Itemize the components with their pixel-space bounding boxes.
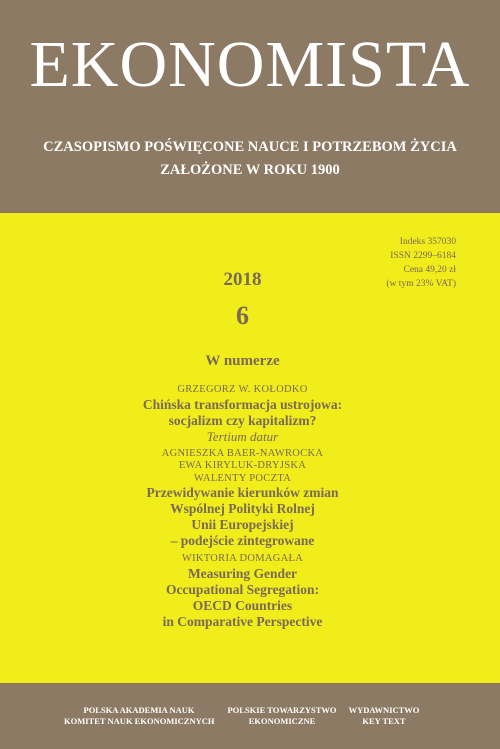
article-item (0, 553, 485, 630)
price: Cena 49,20 zł (403, 265, 456, 275)
contents-heading: W numerze (205, 353, 280, 369)
journal-subtitle (0, 136, 500, 182)
article-item (0, 448, 485, 550)
issue-number: 6 (236, 301, 249, 330)
article-author: AGNIESZKA BAER-NAWROCKA (161, 447, 324, 459)
index-number: Indeks 357030 (399, 237, 456, 247)
article-title-line: Occupational Segregation: (165, 581, 320, 597)
article-title-line: OECD Countries (192, 597, 293, 613)
publisher-pte (222, 705, 342, 727)
article-author: WIKTORIA DOMAGAŁA (181, 553, 304, 564)
article-title-line: – podejście zintegrowane (170, 533, 315, 548)
article-title-line: Chińska transformacja ustrojowa: (142, 396, 343, 412)
article-title-line: in Comparative Perspective (162, 613, 323, 629)
publisher-line: KOMITET NAUK EKONOMICZNYCH (64, 716, 215, 726)
article-author: GRZEGORZ W. KOŁODKO (177, 384, 308, 395)
article-title-line: Przewidywanie kierunków zmian (146, 485, 339, 500)
subtitle-line: CZASOPISMO POŚWIĘCONE NAUCE I POTRZEBOM ŻYCIA (43, 139, 457, 155)
publisher-line: WYDAWNICTWO (348, 705, 420, 715)
article-title-line: Wspólnej Polityki Rolnej (170, 501, 315, 516)
journal-title: EKONOMISTA (29, 28, 471, 101)
subtitle-line: ZAŁOŻONE W ROKU 1900 (160, 162, 340, 178)
article-item (0, 384, 485, 444)
vat-note: (w tym 23% VAT) (386, 279, 456, 289)
publisher-line: KEY TEXT (362, 716, 406, 726)
article-title-line: Measuring Gender (187, 565, 298, 581)
publisher-pan (64, 705, 214, 727)
publisher-line: POLSKIE TOWARZYSTWO (227, 705, 337, 715)
contents-panel (0, 213, 500, 683)
header-band (0, 0, 500, 213)
publisher-line: EKONOMICZNE (248, 716, 316, 726)
publisher-keytext (344, 705, 424, 727)
publisher-line: POLSKA AKADEMIA NAUK (83, 705, 195, 715)
issue-year: 2018 (223, 269, 262, 290)
article-list (0, 384, 485, 634)
article-title-line: Unii Europejskiej (191, 517, 294, 532)
publisher-band (0, 683, 500, 749)
article-title-line: socjalizm czy kapitalizm? (168, 412, 317, 428)
article-author: WALENTY POCZTA (193, 472, 292, 484)
issn-number: ISSN 2299–6184 (390, 251, 456, 261)
article-subtitle: Tertium datur (206, 428, 279, 444)
article-author: EWA KIRYLUK-DRYJSKA (178, 460, 307, 471)
